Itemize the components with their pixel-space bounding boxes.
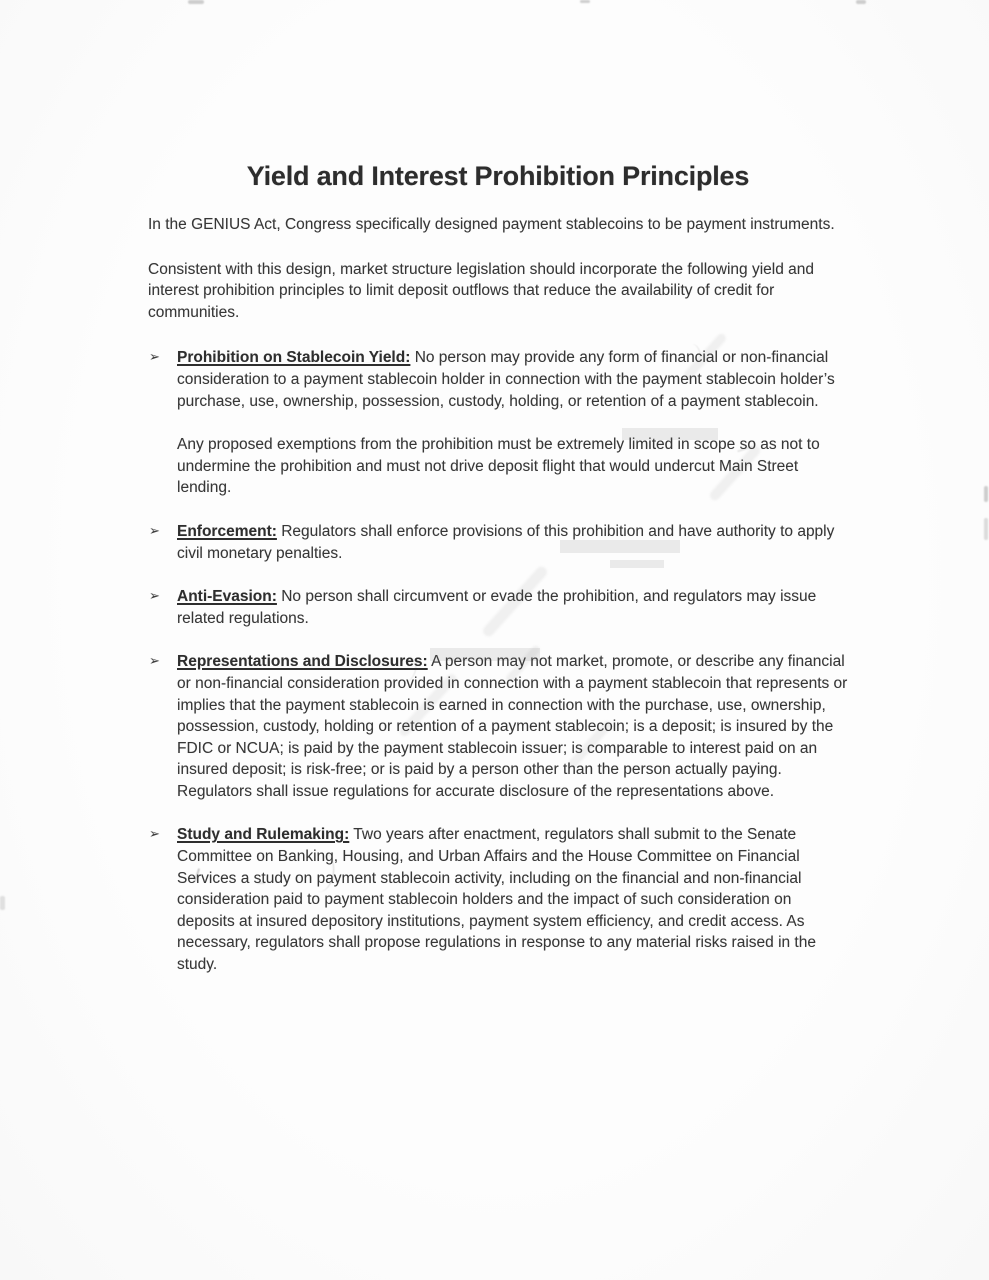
bullet-text: Two years after enactment, regulators shall submit to the Senate Committee on Banking, Housing, and Urban Affairs and the House Committee on Financial Services a study on payment stablecoin activity, including on the financial and non-financial consideration paid to payment stablecoin holders and the impact of such consideration on deposits at insured depository institutions, payment system efficiency, and credit access. As necessary, regulators shall propose regulations in response to any material risks raised in the study. (177, 826, 816, 974)
scan-artifact (984, 518, 988, 540)
bullet-heading: Anti-Evasion: (177, 588, 277, 606)
arrow-bullet-icon: ➢ (149, 589, 160, 605)
scan-artifact (188, 0, 204, 4)
bullet-heading: Study and Rulemaking: (177, 826, 350, 844)
principles-bullet-list (148, 347, 848, 975)
arrow-bullet-icon: ➢ (149, 827, 160, 843)
bullet-heading: Enforcement: (177, 522, 277, 540)
intro-paragraph-2: Consistent with this design, market structure legislation should incorporate the following yield and interest prohibition principles to limit deposit outflows that reduce the availability of credit for communities. (148, 260, 814, 321)
bullet-text: No person shall circumvent or evade the prohibition, and regulators may issue related regulations. (177, 588, 817, 627)
page-title: Yield and Interest Prohibition Principles (246, 161, 750, 191)
arrow-bullet-icon: ➢ (149, 523, 160, 539)
bullet-study-and-rulemaking (148, 824, 848, 975)
bullet-continuation-paragraph: Any proposed exemptions from the prohibition must be extremely limited in scope so as not to undermine the prohibition and must not drive deposit flight that would undercut Main Street lending. (177, 436, 820, 497)
intro-paragraph-1: In the GENIUS Act, Congress specifically designed payment stablecoins to be payment instruments. (148, 216, 835, 233)
bullet-text: No person may provide any form of financial or non-financial consideration to a payment stablecoin holder in connection with the payment stablecoin holder’s purchase, use, ownership, possession, custody, holding, or retention of a payment stablecoin. (177, 349, 835, 410)
bullet-enforcement (148, 521, 848, 564)
bullet-heading: Representations and Disclosures: (177, 653, 428, 671)
arrow-bullet-icon: ➢ (149, 350, 160, 366)
bullet-prohibition-on-stablecoin-yield (148, 347, 848, 499)
bullet-text: Regulators shall enforce provisions of this prohibition and have authority to apply civil monetary penalties. (177, 522, 835, 562)
scan-artifact (0, 896, 5, 910)
bullet-anti-evasion (148, 586, 848, 629)
scan-artifact (856, 0, 866, 4)
scan-artifact (580, 0, 590, 3)
scan-artifact (984, 486, 988, 502)
bullet-representations-and-disclosures (148, 651, 848, 802)
arrow-bullet-icon: ➢ (149, 654, 160, 670)
document-content (148, 158, 848, 998)
bullet-heading: Prohibition on Stablecoin Yield: (177, 349, 411, 367)
bullet-text: A person may not market, promote, or describe any financial or non-financial consideration provided in connection with a payment stablecoin that represents or implies that the payment stablecoin is earned in connection with the purchase, use, ownership, possession, custody, holding or retention of a payment stablecoin; is a deposit; is insured by the FDIC or NCUA; is paid by the payment stablecoin issuer; is comparable to interest paid on an insured deposit; is risk-free; or is paid by a person other than the person actually paying. Regulators shall issue regulations for accurate disclosure of the representations above. (177, 653, 848, 800)
